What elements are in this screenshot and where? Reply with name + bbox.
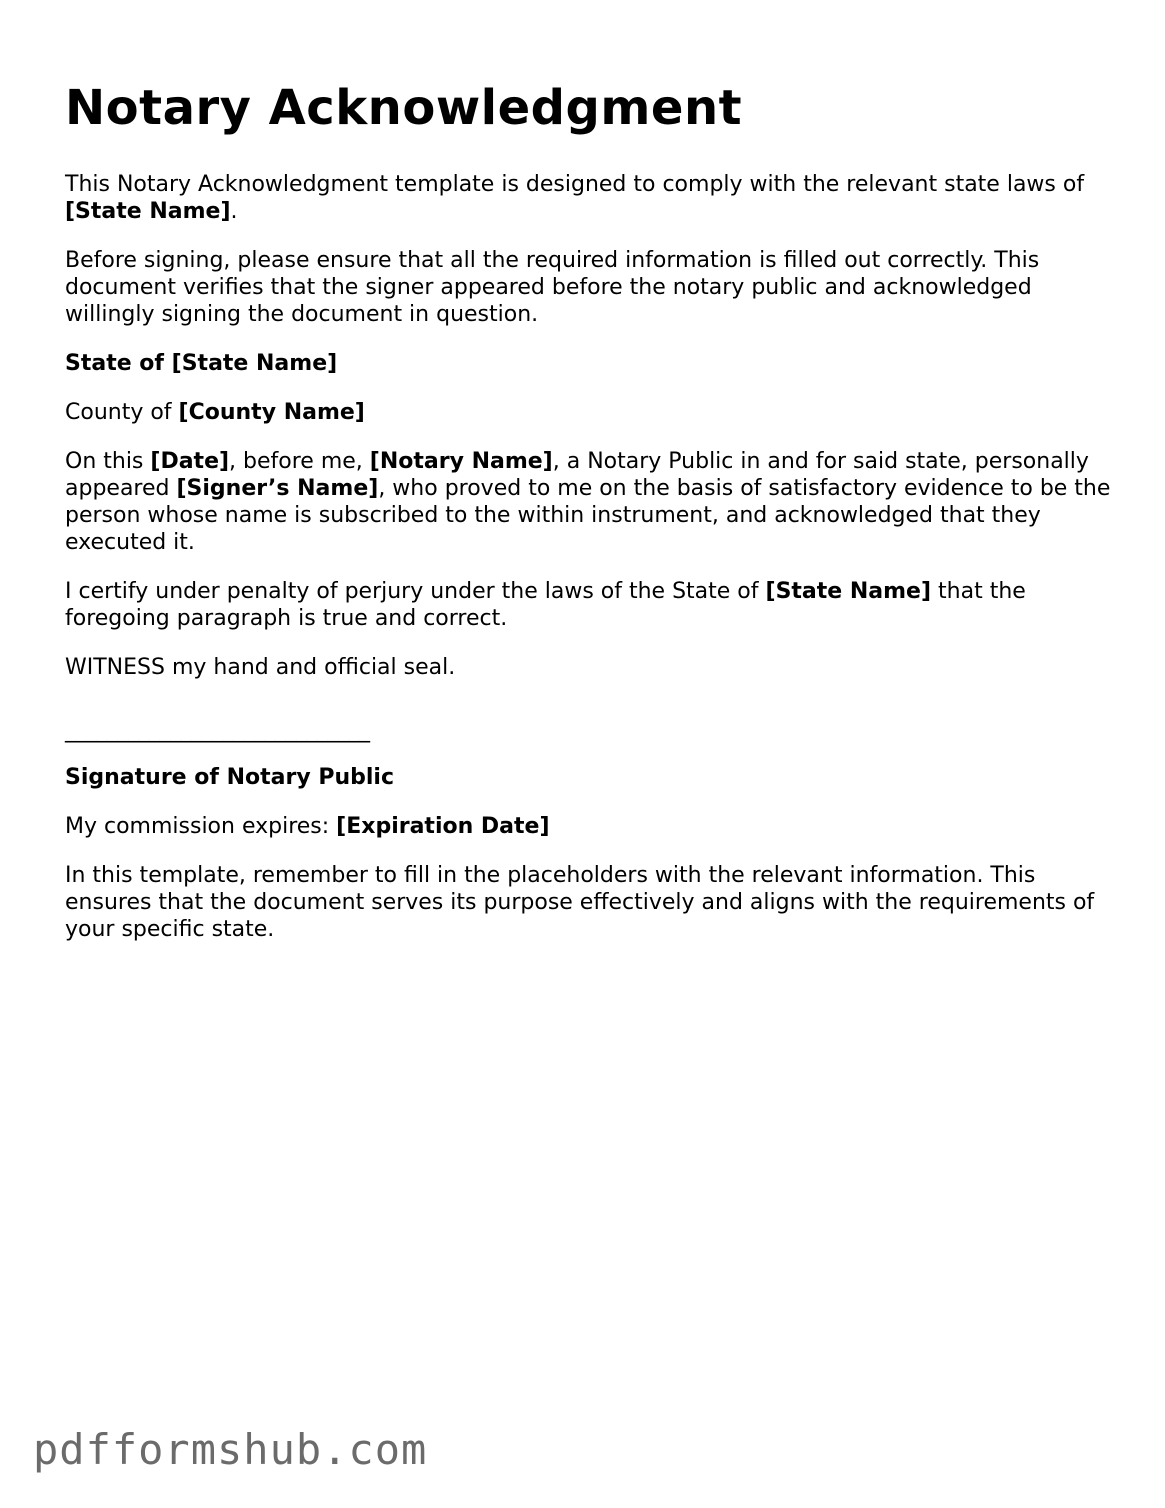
closing-paragraph: In this template, remember to fill in the placeholders with the relevant information. This ensures that the document serves its purpose effectively and aligns with the requirements of your specific state. xyxy=(65,862,1095,942)
county-line xyxy=(65,399,1115,426)
commission-line xyxy=(65,813,1115,840)
date-placeholder: [Date] xyxy=(150,448,230,474)
commission-label: My commission expires: xyxy=(65,813,337,839)
acknowledgment-paragraph xyxy=(65,448,1115,556)
intro-state-placeholder: [State Name] xyxy=(65,198,231,224)
state-line xyxy=(65,350,1115,377)
intro-text: This Notary Acknowledgment template is designed to comply with the relevant state laws of xyxy=(65,171,1085,197)
witness-line: WITNESS my hand and official seal. xyxy=(65,654,456,680)
county-placeholder: [County Name] xyxy=(178,399,365,425)
ack-text-3: , a Notary Public in and for said state, personally appeared xyxy=(65,448,1089,501)
ack-text-4: , who proved to me on the basis of satisfactory evidence to be the person whose name is subscribed to the within instrument, and acknowledged that they executed it. xyxy=(65,475,1111,555)
intro-end: . xyxy=(230,198,238,224)
expiration-date-placeholder: [Expiration Date] xyxy=(336,813,550,839)
notary-name-placeholder: [Notary Name] xyxy=(369,448,553,474)
ack-text-1: On this xyxy=(65,448,151,474)
document-page xyxy=(65,80,1115,965)
state-line-text: State of [State Name] xyxy=(65,350,338,376)
ack-text-2: , before me, xyxy=(229,448,370,474)
signature-label-text: Signature of Notary Public xyxy=(65,764,394,790)
certify-text-1: I certify under penalty of perjury under the laws of the State of xyxy=(65,578,766,604)
signer-name-placeholder: [Signer’s Name] xyxy=(176,475,379,501)
county-label: County of xyxy=(65,399,179,425)
certify-state-placeholder: [State Name] xyxy=(765,578,932,604)
certify-text-2: that the foregoing paragraph is true and correct. xyxy=(65,578,1026,631)
watermark: pdfformshub.com xyxy=(33,1425,428,1474)
signature-line: _____________________________ xyxy=(65,717,370,743)
intro-paragraph xyxy=(65,171,1115,225)
document-title: Notary Acknowledgment xyxy=(65,80,743,136)
before-signing-paragraph: Before signing, please ensure that all the required information is filled out correctly. This document verifies that the signer appeared before the notary public and acknowledged willingly signing the document in question. xyxy=(65,247,1040,327)
certify-paragraph xyxy=(65,578,1115,632)
signature-label xyxy=(65,764,1115,791)
